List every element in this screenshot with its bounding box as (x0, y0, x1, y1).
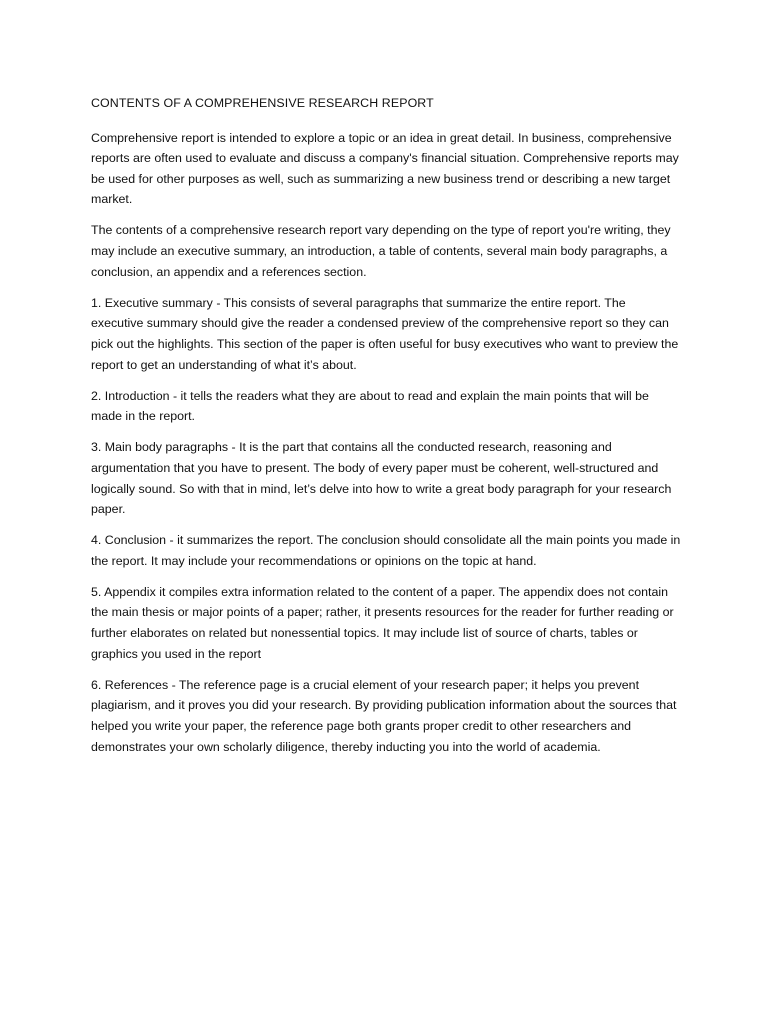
document-title: CONTENTS OF A COMPREHENSIVE RESEARCH REPORT (91, 96, 434, 110)
paragraph-executive-summary: 1. Executive summary - This consists of several paragraphs that summarize the entire report. The executive summary should give the reader a condensed preview of the comprehensive report so they can pick out the highlights. This section of the paper is often useful for busy executives who want to preview the report to get an understanding of what it’s about. (91, 295, 679, 372)
paragraph-main-body: 3. Main body paragraphs - It is the part that contains all the conducted research, reasoning and argumentation that you have to present. The body of every paper must be coherent, well-structured and logically sound. So with that in mind, let’s delve into how to write a great body paragraph for your research paper. (91, 440, 672, 517)
document-body (91, 93, 681, 768)
paragraph-intro: Comprehensive report is intended to explore a topic or an idea in great detail. In business, comprehensive reports are often used to evaluate and discuss a company's financial situation. Comprehensive reports may be used for other purposes as well, such as summarizing a new business trend or describing a new target market. (91, 130, 679, 207)
paragraph-references: 6. References - The reference page is a crucial element of your research paper; it helps you prevent plagiarism, and it proves you did your research. By providing publication information about the sources that helped you write your paper, the reference page both grants proper credit to other researchers and demonstrates your own scholarly diligence, thereby inducting you into the world of academia. (91, 677, 677, 754)
paragraph-appendix: 5. Appendix it compiles extra information related to the content of a paper. The appendix does not contain the main thesis or major points of a paper; rather, it presents resources for the reader for further reading or further elaborates on related but nonessential topics. It may include list of source of charts, tables or graphics you used in the report (91, 584, 674, 661)
paragraph-introduction: 2. Introduction - it tells the readers what they are about to read and explain the main points that will be made in the report. (91, 388, 649, 424)
paragraph-contents-overview: The contents of a comprehensive research report vary depending on the type of report you're writing, they may include an executive summary, an introduction, a table of contents, several main body paragraphs, a conclusion, an appendix and a references section. (91, 223, 671, 279)
paragraph-conclusion: 4. Conclusion - it summarizes the report. The conclusion should consolidate all the main points you made in the report. It may include your recommendations or opinions on the topic at hand. (91, 533, 681, 568)
